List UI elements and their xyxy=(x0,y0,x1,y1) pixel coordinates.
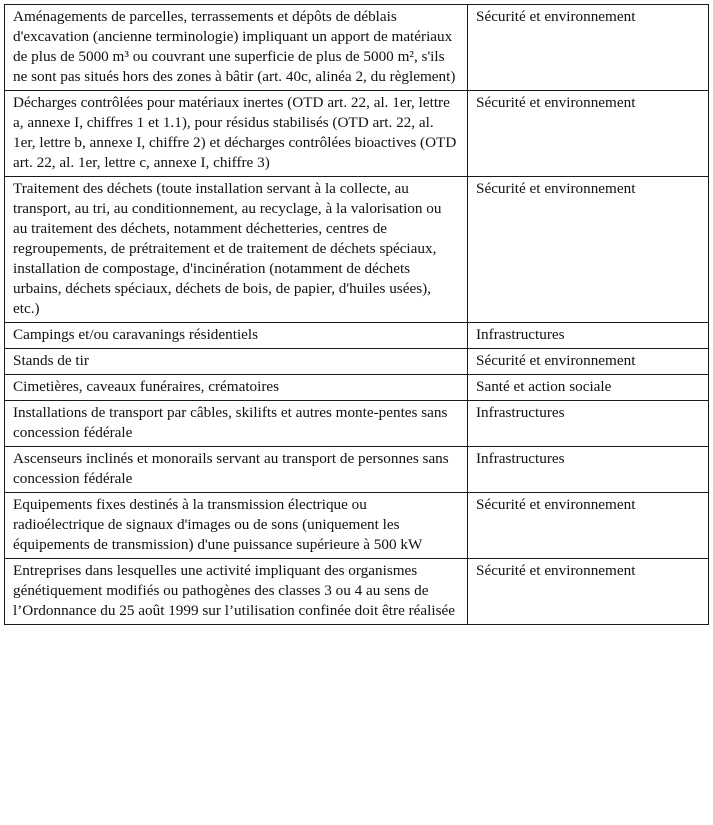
table-row xyxy=(5,493,709,559)
row-description: Stands de tir xyxy=(5,349,468,375)
row-category: Sécurité et environnement xyxy=(468,349,709,375)
row-category: Sécurité et environnement xyxy=(468,177,709,323)
table-row xyxy=(5,349,709,375)
table-row xyxy=(5,91,709,177)
row-description: Equipements fixes destinés à la transmission électrique ou radioélectrique de signaux d'images ou de sons (uniquement les équipements de transmission) d'une puissance supérieure à 500 kW xyxy=(5,493,468,559)
row-description: Ascenseurs inclinés et monorails servant au transport de personnes sans concession fédérale xyxy=(5,447,468,493)
row-description: Installations de transport par câbles, skilifts et autres monte-pentes sans concession fédérale xyxy=(5,401,468,447)
row-category: Sécurité et environnement xyxy=(468,559,709,625)
row-category: Sécurité et environnement xyxy=(468,91,709,177)
row-description: Entreprises dans lesquelles une activité impliquant des organismes génétiquement modifiés ou pathogènes des classes 3 ou 4 au sens de l’Ordonnance du 25 août 1999 sur l’utilisation confinée doit être réalisée xyxy=(5,559,468,625)
row-description: Aménagements de parcelles, terrassements et dépôts de déblais d'excavation (ancienne terminologie) impliquant un apport de matériaux de plus de 5000 m³ ou couvrant une superficie de plus de 5000 m², s'ils ne sont pas situés hors des zones à bâtir (art. 40c, alinéa 2, du règlement) xyxy=(5,5,468,91)
row-category: Infrastructures xyxy=(468,401,709,447)
row-category: Infrastructures xyxy=(468,447,709,493)
table-row xyxy=(5,5,709,91)
table-row xyxy=(5,401,709,447)
row-description: Cimetières, caveaux funéraires, crématoires xyxy=(5,375,468,401)
table-row xyxy=(5,447,709,493)
row-category: Sécurité et environnement xyxy=(468,493,709,559)
row-category: Infrastructures xyxy=(468,323,709,349)
table-row xyxy=(5,375,709,401)
table-row xyxy=(5,323,709,349)
row-category: Sécurité et environnement xyxy=(468,5,709,91)
table-row xyxy=(5,559,709,625)
row-description: Décharges contrôlées pour matériaux inertes (OTD art. 22, al. 1er, lettre a, annexe I, chiffres 1 et 1.1), pour résidus stabilisés (OTD art. 22, al. 1er, lettre b, annexe I, chiffre 2) et décharges contrôlées bioactives (OTD art. 22, al. 1er, lettre c, annexe I, chiffre 3) xyxy=(5,91,468,177)
row-description: Traitement des déchets (toute installation servant à la collecte, au transport, au tri, au conditionnement, au recyclage, à la valorisation ou au traitement des déchets, notamment déchetteries, centres de regroupements, de prétraitement et de traitement de déchets spéciaux, installation de compostage, d'incinération (notamment de déchets urbains, déchets spéciaux, déchets de bois, de papier, d'huiles usées), etc.) xyxy=(5,177,468,323)
table-row xyxy=(5,177,709,323)
projects-table xyxy=(4,4,709,625)
row-description: Campings et/ou caravanings résidentiels xyxy=(5,323,468,349)
row-category: Santé et action sociale xyxy=(468,375,709,401)
